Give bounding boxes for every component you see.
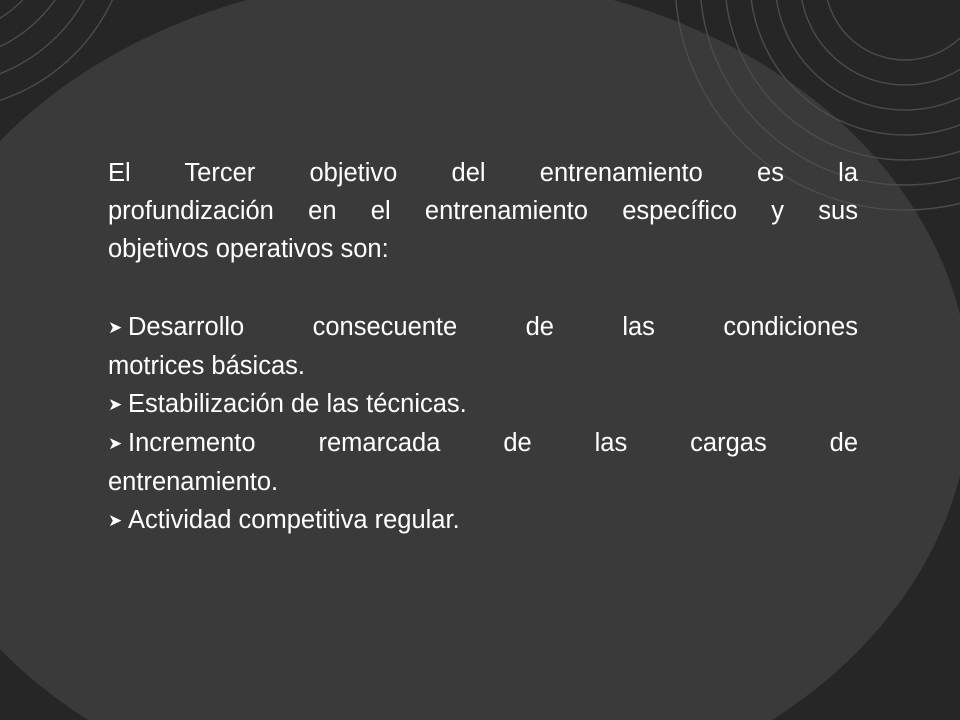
objectives-list xyxy=(108,308,858,540)
list-item xyxy=(108,501,858,540)
arrow-bullet-icon: ➤ xyxy=(108,434,123,453)
slide-body xyxy=(108,154,858,540)
intro-line: El Tercer objetivo del entrenamiento es la xyxy=(108,159,858,187)
intro-paragraph xyxy=(108,154,858,268)
list-item-text: Incremento remarcada de las cargas de xyxy=(128,429,858,457)
list-item xyxy=(108,385,858,424)
list-item xyxy=(108,424,858,501)
list-item xyxy=(108,308,858,385)
list-item-text: entrenamiento. xyxy=(108,468,279,496)
list-item-text: Desarrollo consecuente de las condiciones xyxy=(128,313,858,341)
list-item-text: Estabilización de las técnicas. xyxy=(128,390,467,418)
intro-line: objetivos operativos son: xyxy=(108,235,389,263)
list-item-text: Actividad competitiva regular. xyxy=(128,506,460,534)
arrow-bullet-icon: ➤ xyxy=(108,318,123,337)
arrow-bullet-icon: ➤ xyxy=(108,511,123,530)
spacer xyxy=(108,268,858,308)
list-item-text: motrices básicas. xyxy=(108,352,305,380)
arrow-bullet-icon: ➤ xyxy=(108,395,123,414)
intro-line: profundización en el entrenamiento específico y sus xyxy=(108,197,858,225)
